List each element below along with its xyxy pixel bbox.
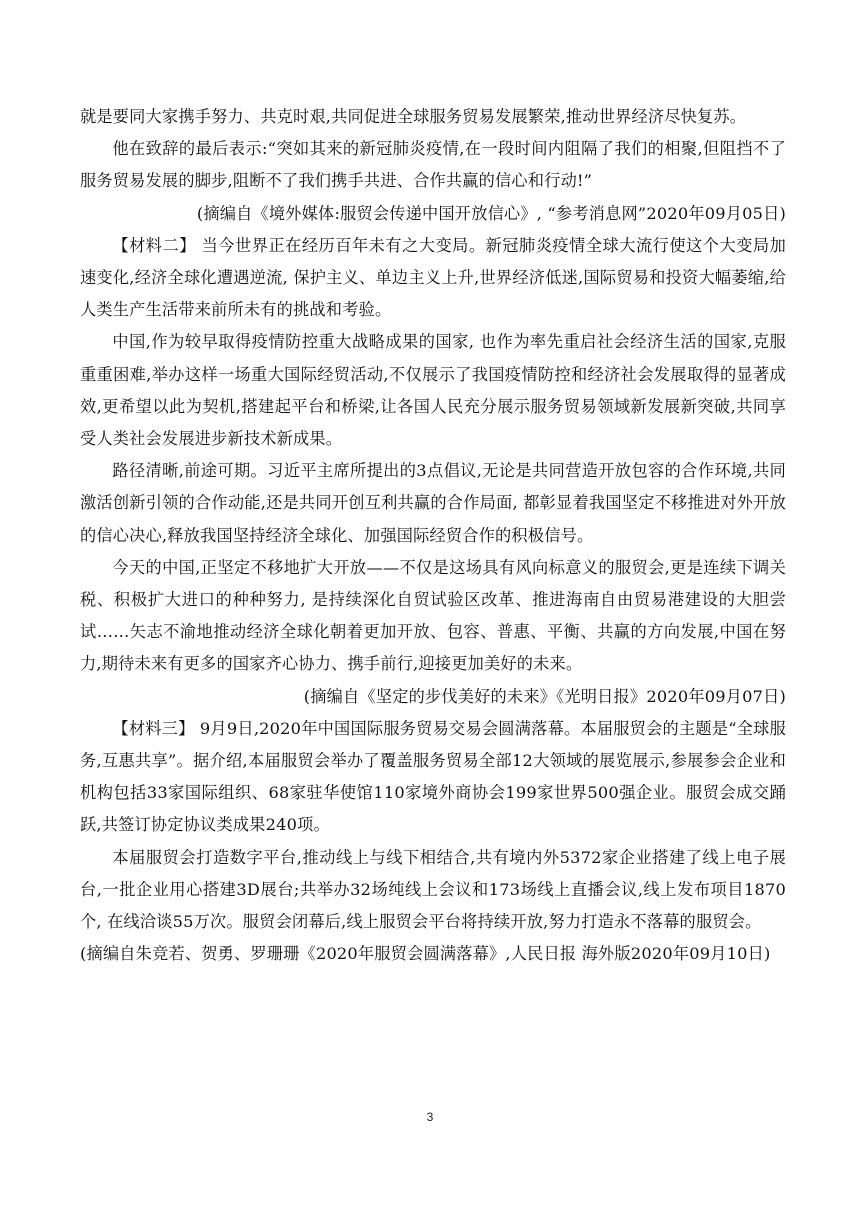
source-citation-3: (摘编自朱竞若、贺勇、罗珊珊《2020年服贸会圆满落幕》,人民日报 海外版2020年09月10日): [80, 944, 771, 964]
paragraph-today-china: 今天的中国,正坚定不移地扩大开放——不仅是这场具有风向标意义的服贸会,更是连续下调关税、积极扩大进口的种种努力, 是持续深化自贸试验区改革、推进海南自由贸易港建设的大胆尝试……矢志不渝地推动经济全球化朝着更加开放、包容、普惠、平衡、共赢的方向发展,中国在努力,期待未来有更多的国家齐心协力、携手前行,迎接更加美好的未来。: [80, 557, 786, 674]
paragraph-closing-remarks: 他在致辞的最后表示:“突如其来的新冠肺炎疫情,在一段时间内阻隔了我们的相聚,但阻挡不了服务贸易发展的脚步,阻断不了我们携手共进、合作共赢的信心和行动!”: [80, 139, 786, 191]
paragraph-china-role: 中国,作为较早取得疫情防控重大战略成果的国家, 也作为率先重启社会经济生活的国家,克服重重困难,举办这样一场重大国际经贸活动,不仅展示了我国疫情防控和经济社会发展取得的显著成效,更希望以此为契机,搭建起平台和桥梁,让各国人民充分展示服务贸易领域新发展新突破,共同享受人类社会发展进步新技术新成果。: [80, 332, 786, 449]
article-body: [80, 101, 786, 970]
paragraph-digital-platform: 本届服贸会打造数字平台,推动线上与线下相结合,共有境内外5372家企业搭建了线上电子展台,一批企业用心搭建3D展台;共举办32场纯线上会议和173场线上直播会议,线上发布项目1870个, 在线洽谈55万次。服贸会闭幕后,线上服贸会平台将持续开放,努力打造永不落幕的服贸会。: [80, 847, 786, 932]
paragraph-material-three: 【材料三】 9月9日,2020年中国国际服务贸易交易会圆满落幕。本届服贸会的主题是“全球服务,互惠共享”。据介绍,本届服贸会举办了覆盖服务贸易全部12大领域的展览展示,参展参会企业和机构包括33家国际组织、68家驻华使馆110家境外商协会199家世界500强企业。服贸会成交踊跃,共签订协定协议类成果240项。: [80, 718, 786, 835]
paragraph-continuation: 就是要同大家携手努力、共克时艰,共同促进全球服务贸易发展繁荣,推动世界经济尽快复苏。: [80, 107, 747, 126]
paragraph-material-two: 【材料二】 当今世界正在经历百年未有之大变局。新冠肺炎疫情全球大流行使这个大变局加速变化,经济全球化遭遇逆流, 保护主义、单边主义上升,世界经济低迷,国际贸易和投资大幅萎缩,给人类生产生活带来前所未有的挑战和考验。: [80, 235, 786, 320]
source-citation-2: (摘编自《坚定的步伐美好的未来》《光明日报》2020年09月07日): [303, 686, 786, 706]
paragraph-path-clear: 路径清晰,前途可期。习近平主席所提出的3点倡议,无论是共同营造开放包容的合作环境,共同激活创新引领的合作动能,还是共同开创互利共赢的合作局面, 都彰显着我国坚定不移推进对外开放的信心决心,释放我国坚持经济全球化、加强国际经贸合作的积极信号。: [80, 461, 786, 545]
page-number: 3: [426, 1110, 434, 1124]
source-citation-1: (摘编自《境外媒体:服贸会传递中国开放信心》, “参考消息网”2020年09月05日): [196, 203, 786, 223]
